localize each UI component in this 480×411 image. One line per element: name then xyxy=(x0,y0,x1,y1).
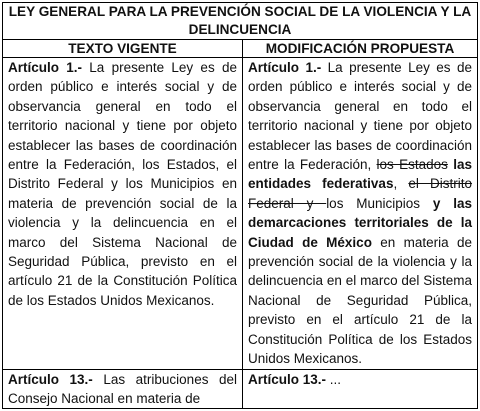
article-1-proposed-text-part-4: en materia de prevención social de la violencia y la delincuencia en el marco del Sistema Nacional de Seguridad Pública, previsto en el artículo 21 de la Constitución Política de los Estados Unidos Mexicanos. xyxy=(248,234,473,367)
article-1-proposed-text-part-2: , xyxy=(393,176,409,192)
title-row xyxy=(3,3,478,40)
article-13-row xyxy=(3,369,478,409)
article-1-proposed-text-part-1: La presente Ley es de orden público e interés social y de observancia general en todo el territorio nacional y tiene por objeto establecer las bases de coordinación entre la Federación, xyxy=(248,60,473,173)
article-13-current-text: Las atribuciones del Consejo Nacional en materia de xyxy=(8,371,238,406)
column-header-row xyxy=(3,40,478,58)
added-text-entidades-federativas: las entidades federativas xyxy=(248,157,472,192)
article-1-proposed-cell xyxy=(243,58,478,370)
column-header-proposed-change: MODIFICACIÓN PROPUESTA xyxy=(243,40,478,58)
article-13-current-label: Artículo 13.- xyxy=(8,371,93,387)
article-1-row xyxy=(3,58,478,370)
added-text-demarcaciones-territoriales: y las demarcaciones territoriales de la Ciudad de México xyxy=(248,195,473,250)
article-1-proposed-text-part-3: los Municipios xyxy=(326,195,433,211)
article-1-current-cell xyxy=(3,58,243,370)
article-13-proposed-label: Artículo 13.- xyxy=(248,371,327,387)
column-header-current-text: TEXTO VIGENTE xyxy=(3,40,243,58)
article-1-current-text: La presente Ley es de orden público e interés social y de observancia general en todo el territorio nacional y tiene por objeto establecer las bases de coordinación entre la Federación, los Estados, el Distrito Federal y los Municipios en materia de prevención social de la violencia y la delincuencia en el marco del Sistema Nacional de Seguridad Pública, previsto en el artículo 21 de la Constitución Política de los Estados Unidos Mexicanos. xyxy=(8,60,237,308)
deleted-text-los-estados: los Estados xyxy=(376,157,448,173)
law-title: LEY GENERAL PARA LA PREVENCIÓN SOCIAL DE LA VIOLENCIA Y LA DELINCUENCIA xyxy=(3,3,478,40)
law-comparison-table xyxy=(2,2,478,409)
article-13-proposed-cell xyxy=(243,369,478,409)
article-1-current-label: Artículo 1.- xyxy=(8,60,83,75)
article-13-current-cell xyxy=(3,369,243,409)
article-13-proposed-text: ... xyxy=(326,371,342,387)
deleted-text-distrito-federal: el Distrito Federal y xyxy=(248,176,473,211)
article-1-proposed-label: Artículo 1.- xyxy=(248,60,322,75)
